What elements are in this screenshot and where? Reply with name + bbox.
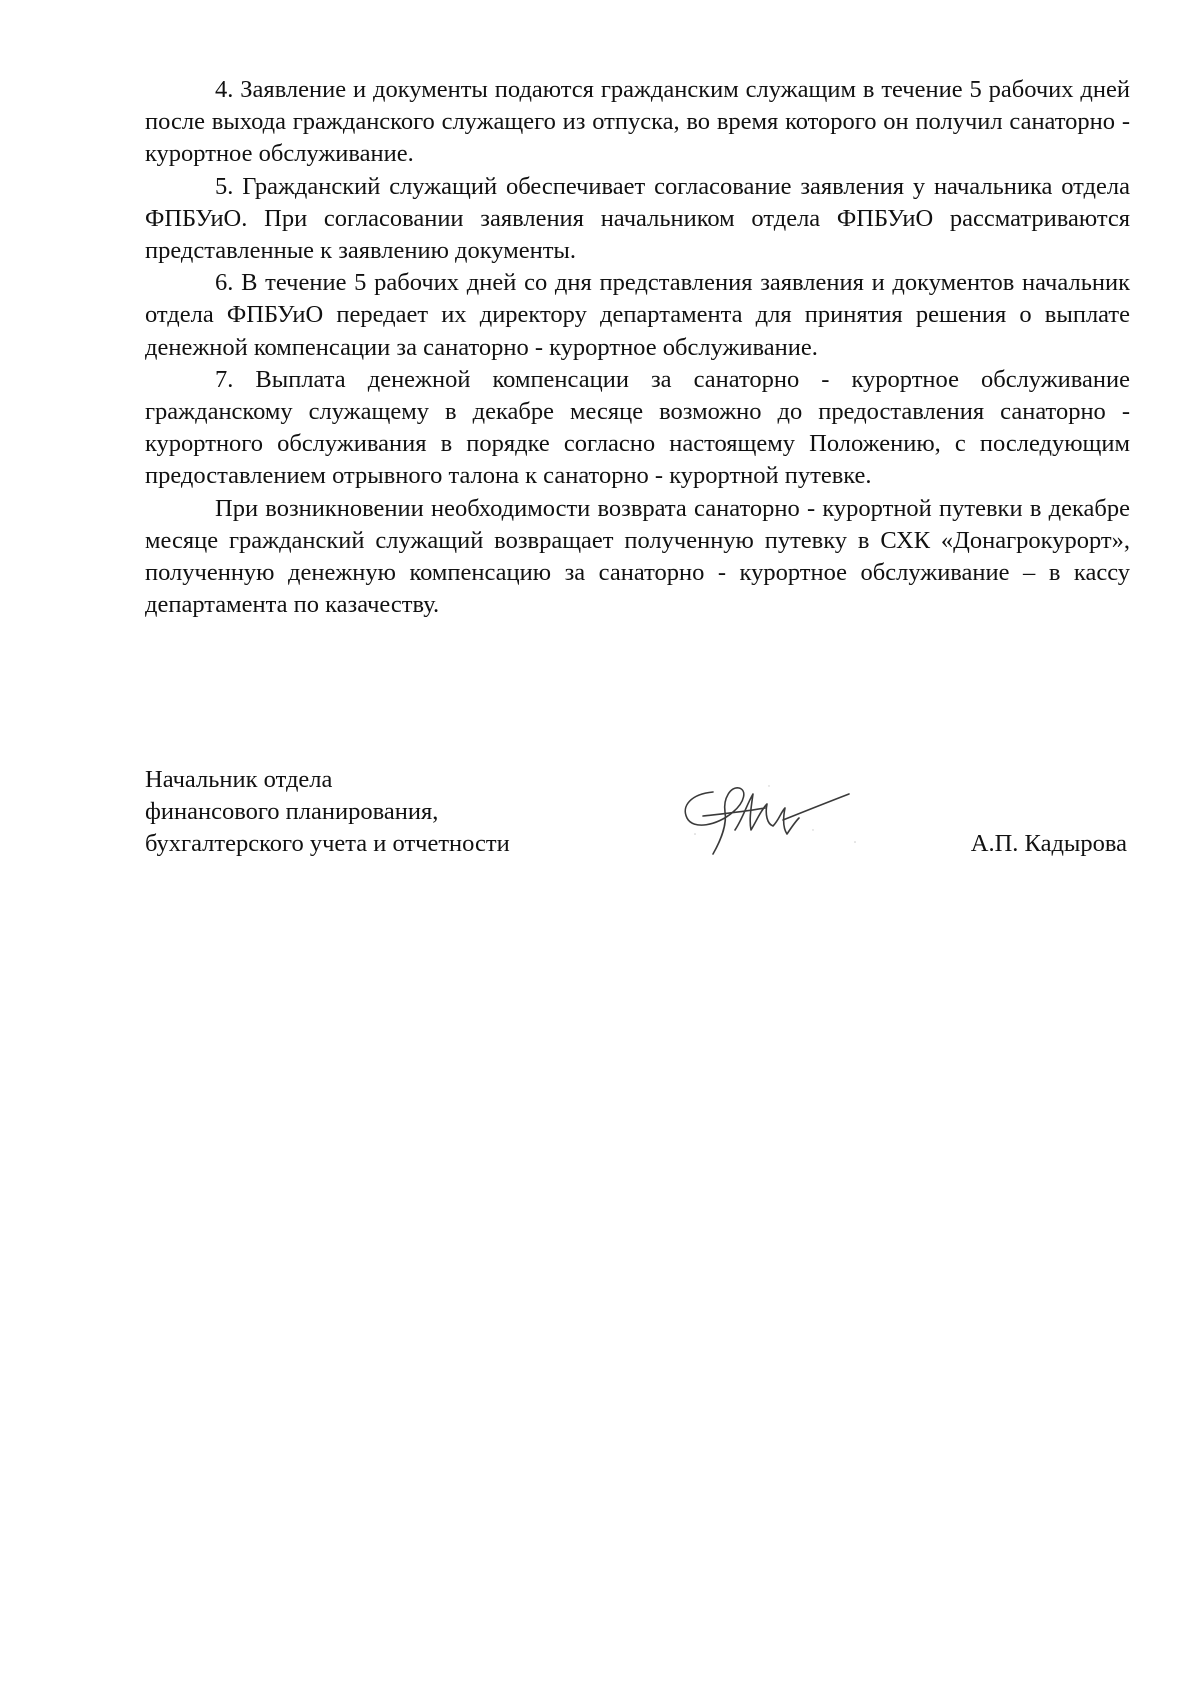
- paragraph-return-voucher: При возникновении необходимости возврата санаторно - курортной путевки в декабре месяце гражданский служащий возвращает полученную путевку в СХК «Донагрокурорт», полученную денежную компенсацию за санаторно - курортное обслуживание – в кассу департамента по казачеству.: [145, 494, 1130, 619]
- handwritten-signature-icon: [673, 764, 863, 864]
- signer-name: А.П. Кадырова: [970, 830, 1127, 858]
- signature-block: [145, 764, 1130, 874]
- paragraph-item-6: 6. В течение 5 рабочих дней со дня представления заявления и документов начальник отдела ФПБУиО передает их директору департамента для принятия решения о выплате денежной компенсации за санаторно - курортное обслуживание.: [145, 269, 1130, 361]
- signer-position-line: бухгалтерского учета и отчетности: [145, 830, 510, 858]
- document-body: [145, 74, 1130, 621]
- paragraph-item-4: 4. Заявление и документы подаются гражданским служащим в течение 5 рабочих дней после выхода гражданского служащего из отпуска, во время которого он получил санаторно - курортное обслуживание.: [145, 76, 1130, 168]
- signer-position: [145, 764, 605, 861]
- signer-position-line: финансового планирования,: [145, 798, 439, 826]
- paragraph-item-5: 5. Гражданский служащий обеспечивает согласование заявления у начальника отдела ФПБУиО. При согласовании заявления начальником отдела ФПБУиО рассматриваются представленные к заявлению документы.: [145, 172, 1130, 265]
- signer-position-line: Начальник отдела: [145, 766, 333, 793]
- paragraph-item-7: 7. Выплата денежной компенсации за санаторно - курортное обслуживание гражданскому служащему в декабре месяце возможно до предоставления санаторно - курортного обслуживания в порядке согласно настоящему Положению, с последующим предоставлением отрывного талона к санаторно - курортной путевке.: [145, 365, 1130, 490]
